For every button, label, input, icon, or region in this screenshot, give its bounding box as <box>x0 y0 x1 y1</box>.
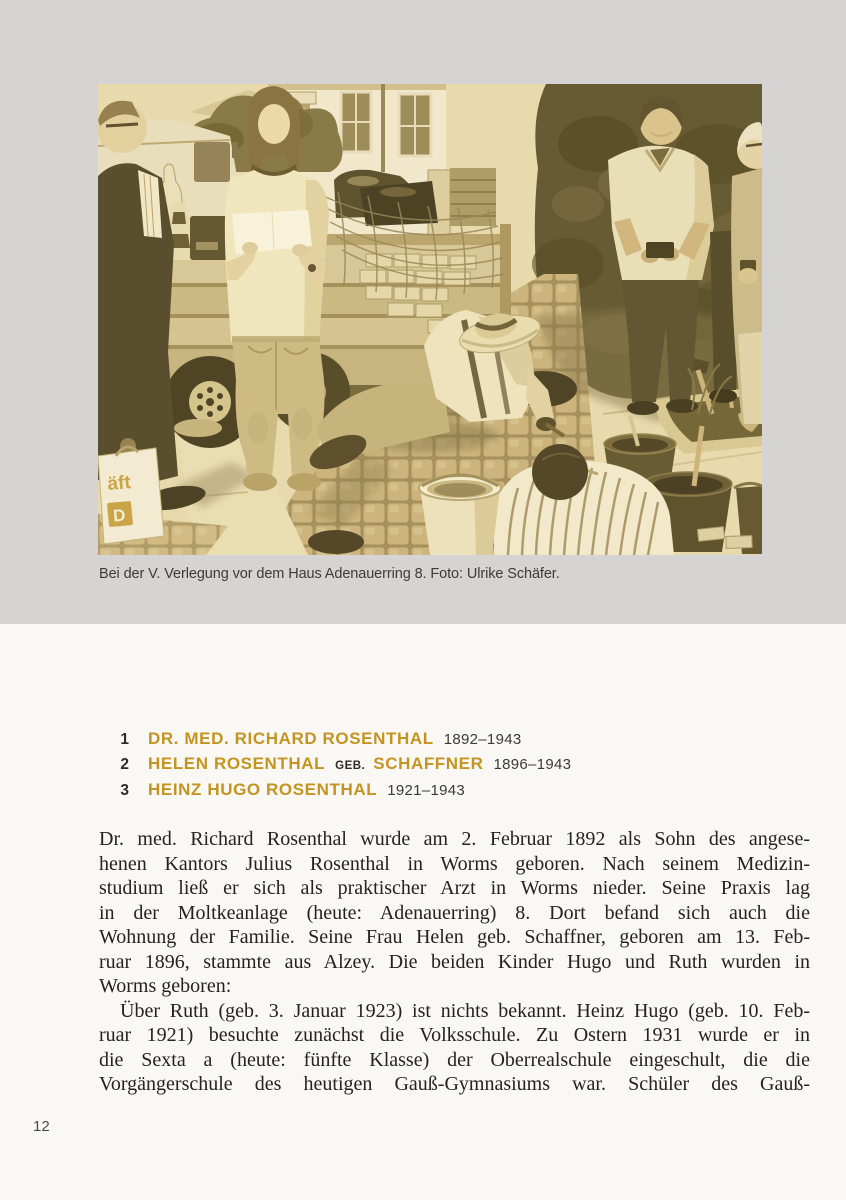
bag-print-letter: D <box>112 505 127 526</box>
body-text <box>99 827 810 1097</box>
victim-row <box>99 729 810 754</box>
body-line: studium ließ er sich als praktischer Arzt in Worms nieder. Seine Praxis lag <box>99 877 810 900</box>
photo-caption: Bei der V. Verlegung vor dem Haus Adenauerring 8. Foto: Ulrike Schäfer. <box>99 566 560 582</box>
victim-number: 1 <box>120 731 129 748</box>
body-line: henen Kantors Julius Rosenthal in Worms geboren. Nach seinem Medizin- <box>99 852 810 875</box>
victim-number: 3 <box>120 781 129 799</box>
victim-row <box>99 780 810 805</box>
maiden-name: SCHAFFNER <box>373 754 484 774</box>
victim-dates: 1892–1943 <box>443 731 522 748</box>
photo-illustration <box>98 84 762 555</box>
victim-dates: 1896–1943 <box>493 756 572 774</box>
geb-label: GEB. <box>335 760 366 773</box>
sepia-wash <box>98 84 762 555</box>
victim-dates: 1921–1943 <box>387 781 466 799</box>
body-line: Dr. med. Richard Rosenthal wurde am 2. Februar 1892 als Sohn des angese- <box>99 828 810 850</box>
victim-name: HEINZ HUGO ROSENTHAL <box>148 779 378 799</box>
victim-row <box>99 754 810 779</box>
victim-number: 2 <box>120 756 129 774</box>
victim-name: HELEN ROSENTHAL <box>148 754 326 774</box>
body-line: die Sexta a (heute: fünfte Klasse) der Oberrealschule eingeschult, die die <box>99 1048 810 1071</box>
body-line: Über Ruth (geb. 3. Januar 1923) ist nichts bekannt. Heinz Hugo (geb. 10. Feb- <box>120 999 810 1022</box>
body-line: ruar 1896, stammte aus Alzey. Die beiden Kinder Hugo und Ruth wurden in <box>99 950 810 973</box>
body-line: ruar 1921) besuchte zunächst die Volksschule. Zu Ostern 1931 wurde er in <box>99 1024 810 1047</box>
victim-name: DR. MED. RICHARD ROSENTHAL <box>148 729 434 748</box>
victim-list <box>99 729 810 805</box>
body-line: Wohnung der Familie. Seine Frau Helen geb. Schaffner, geboren am 13. Feb- <box>99 926 810 949</box>
body-line: Worms geboren: <box>99 975 232 998</box>
body-line: Vorgängerschule des heutigen Gauß-Gymnasiums war. Schüler des Gauß- <box>99 1073 810 1096</box>
body-line: in der Moltkeanlage (heute: Adenauerring) 8. Dort befand sich auch die <box>99 901 810 924</box>
bag-print-text: äft <box>106 472 132 495</box>
stolperstein-ceremony-photo <box>98 84 762 555</box>
page-number: 12 <box>33 1118 50 1135</box>
